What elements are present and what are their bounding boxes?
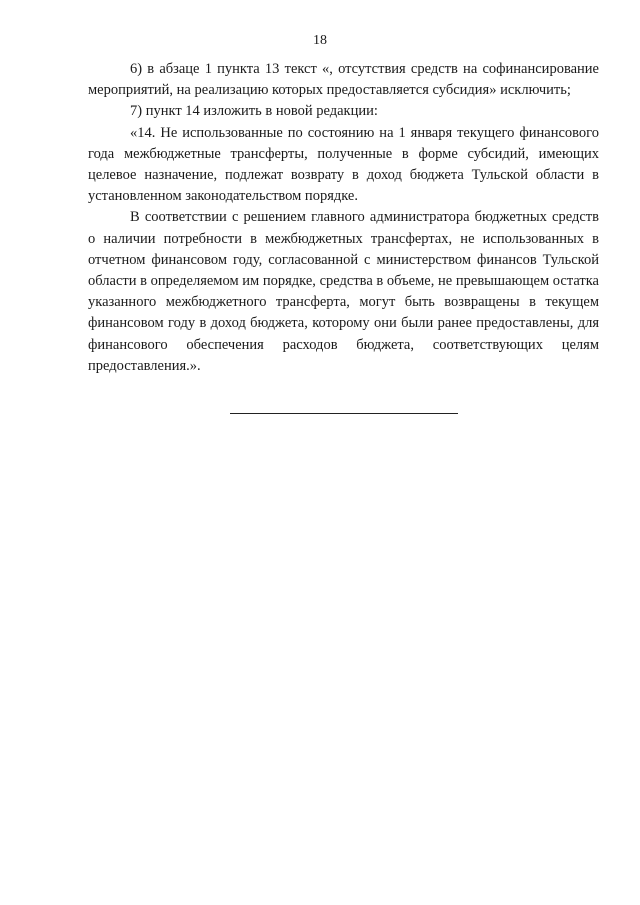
page-number: 18	[313, 33, 327, 48]
paragraph-item-7: 7) пункт 14 изложить в новой редакции:	[130, 103, 378, 120]
paragraph-item-6: 6) в абзаце 1 пункта 13 текст «, отсутствия средств на софинансирование мероприятий, на реализацию которых предоставляется субсидия» исключить;	[88, 61, 599, 99]
end-separator-line	[230, 413, 458, 414]
paragraph-clause-14-part-2: В соответствии с решением главного администратора бюджетных средств о наличии потребности в межбюджетных трансфертах, не использованных в отчетном финансовом году, согласованной с министерством финансов Тульской области в определяемом им порядке, средства в объеме, не превышающем остатка указанного межбюджетного трансферта, могут быть возвращены в текущем финансовом году в доход бюджета, которому они были ранее предоставлены, для финансового обеспечения расходов бюджета, соответствующих целям предоставления.».	[88, 209, 599, 374]
document-body	[88, 59, 599, 377]
paragraph-clause-14-part-1: «14. Не использованные по состоянию на 1 января текущего финансового года межбюджетные трансферты, полученные в форме субсидий, имеющих целевое назначение, подлежат возврату в доход бюджета Тульской области в установленном законодательством порядке.	[88, 124, 599, 205]
